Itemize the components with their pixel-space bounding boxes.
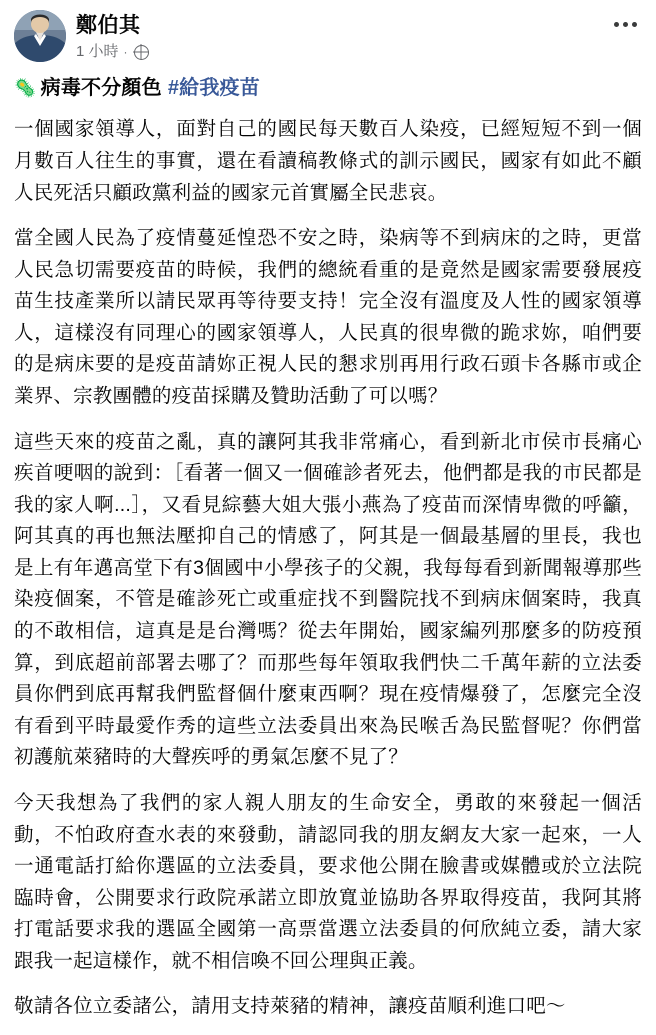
- post-title-text: 病毒不分顏色: [40, 77, 162, 99]
- post-timestamp[interactable]: 1 小時: [76, 43, 119, 60]
- post-title-line: [14, 72, 642, 104]
- dot: [632, 22, 637, 27]
- post-author-block: [76, 10, 149, 61]
- dot: [614, 22, 619, 27]
- post-paragraph: 當全國人民為了疫情蔓延惶恐不安之時，染病等不到病床的之時，更當人民急切需要疫苗的時候，我們的總統看重的是竟然是國家需要發展疫苗生技產業所以請民眾再等待要支持！完全沒有溫度及人性的國家領導人，這樣沒有同理心的國家領導人，人民真的很卑微的跪求妳，咱們要的是病床要的是疫苗請妳正視人民的懇求別再用行政石頭卡各縣市或企業界、宗教團體的疫苗採購及贊助活動了可以嗎？: [14, 227, 642, 408]
- author-name[interactable]: 鄭伯其: [76, 14, 141, 37]
- dot: [623, 22, 628, 27]
- post-paragraph: 今天我想為了我們的家人親人朋友的生命安全，勇敢的來發起一個活動，不怕政府查水表的來發動，請認同我的朋友網友大家一起來，一人一通電話打給你選區的立法委員，要求他公開在臉書或媒體或於立法院臨時會，公開要求行政院承諾立即放寬並協助各界取得疫苗，我阿其將打電話要求我的選區全國第一高票當選立法委員的何欣純立委，請大家跟我一起這樣作，就不相信喚不回公理與正義。: [14, 791, 642, 972]
- post-meta: [76, 43, 149, 61]
- post-body: [0, 66, 656, 1035]
- more-options-icon[interactable]: [608, 14, 642, 34]
- post-paragraph: 一個國家領導人，面對自己的國民每天數百人染疫，已經短短不到一個月數百人往生的事實，還在看讀稿教條式的訓示國民，國家有如此不顧人民死活只顧政黨利益的國家元首實屬全民悲哀。: [14, 118, 642, 204]
- globe-icon[interactable]: [134, 45, 149, 60]
- post-paragraph: 這些天來的疫苗之亂，真的讓阿其我非常痛心，看到新北市侯市長痛心疾首哽咽的說到：［看著一個又一個確診者死去，他們都是我的市民都是我的家人啊...］，又看見綜藝大姐大張小燕為了疫苗而深情卑微的呼籲，阿其真的再也無法壓抑自己的情感了，阿其是一個最基層的里長，我也是上有年邁高堂下有3個國中小學孩子的父親，我每每看到新聞報導那些染疫個案，不管是確診死亡或重症找不到醫院找不到病床個案時，我真的不敢相信，這真是是台灣嗎？從去年開始，國家編列那麼多的防疫預算，到底超前部署去哪了？而那些每年領取我們快二千萬年薪的立法委員你們到底再幫我們監督個什麼東西啊？現在疫情爆發了，怎麼完全沒有看到平時最愛作秀的這些立法委員出來為民喉舌為民監督呢？你們當初護航萊豬時的大聲疾呼的勇氣怎麼不見了？: [14, 430, 642, 769]
- post-paragraph: 敬請各位立委諸公，請用支持萊豬的精神，讓疫苗順利進口吧～: [14, 995, 566, 1018]
- meta-separator: ·: [123, 45, 128, 59]
- avatar[interactable]: [14, 10, 66, 62]
- virus-icon: 🦠: [14, 78, 37, 98]
- hashtag-link[interactable]: #給我疫苗: [167, 77, 260, 99]
- post-header: [0, 0, 656, 66]
